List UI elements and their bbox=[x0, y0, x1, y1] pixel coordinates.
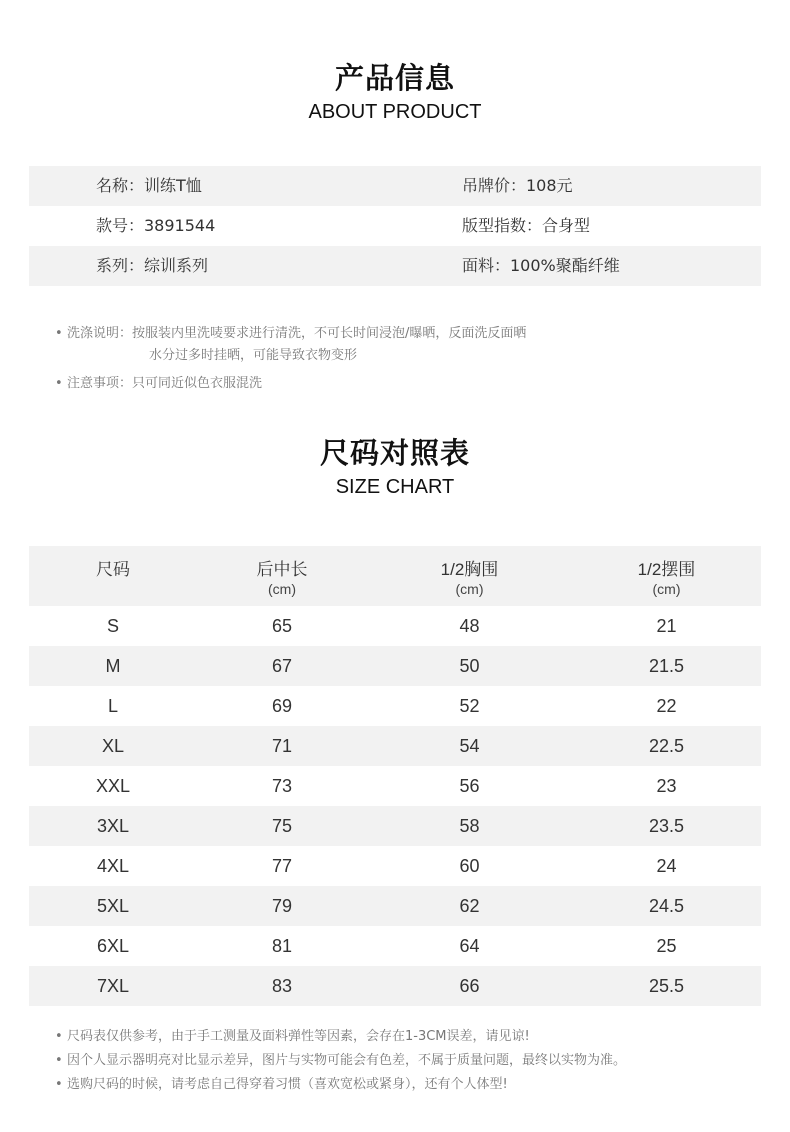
cell-half-hem: 23.5 bbox=[648, 815, 685, 836]
product-info-subtitle: ABOUT PRODUCT bbox=[308, 101, 482, 123]
table-row bbox=[29, 886, 761, 926]
wash-note bbox=[55, 323, 526, 367]
info-fit: 版型指数：合身型 bbox=[462, 216, 591, 235]
table-row bbox=[29, 686, 761, 726]
header-label: 1/2摆围 bbox=[637, 560, 696, 579]
cell-back-length: 67 bbox=[271, 655, 293, 676]
table-row bbox=[29, 766, 761, 806]
info-fabric: 面料：100%聚酯纤维 bbox=[462, 256, 620, 275]
header-size bbox=[29, 546, 197, 606]
header-label: 尺码 bbox=[96, 560, 130, 579]
cell-half-chest: 60 bbox=[459, 855, 480, 876]
cell-half-hem: 24.5 bbox=[648, 895, 685, 916]
header-half-chest bbox=[367, 546, 572, 606]
cell-half-hem: 22.5 bbox=[648, 735, 685, 756]
cell-half-hem: 23 bbox=[656, 775, 677, 796]
cell-half-chest: 66 bbox=[459, 975, 480, 996]
header-back-length bbox=[197, 546, 367, 606]
cell-half-chest: 64 bbox=[459, 935, 480, 956]
cell-size: 5XL bbox=[96, 895, 130, 916]
cell-half-hem: 24 bbox=[656, 855, 677, 876]
cell-half-chest: 62 bbox=[459, 895, 480, 916]
info-row bbox=[29, 166, 761, 206]
size-note-color: • 因个人显示器明亮对比显示差异，图片与实物可能会有色差，不属于质量问题，最终以实物为准。 bbox=[55, 1050, 626, 1072]
cell-back-length: 73 bbox=[271, 775, 293, 796]
attention-text: 只可同近似色衣服混洗 bbox=[132, 376, 263, 391]
header-unit: (cm) bbox=[455, 581, 484, 597]
cell-back-length: 83 bbox=[271, 975, 293, 996]
table-row bbox=[29, 606, 761, 646]
cell-size: S bbox=[106, 615, 119, 636]
size-note-tolerance: • 尺码表仅供参考，由于手工测量及面料弹性等因素，会存在1-3CM误差，请见谅! bbox=[55, 1026, 626, 1048]
header-label: 后中长 bbox=[256, 560, 308, 579]
cell-back-length: 81 bbox=[271, 935, 293, 956]
cell-size: XXL bbox=[95, 775, 131, 796]
info-style-number: 款号：3891544 bbox=[96, 216, 216, 235]
table-row bbox=[29, 646, 761, 686]
info-price: 吊牌价：108元 bbox=[462, 176, 573, 195]
size-chart-subtitle: SIZE CHART bbox=[335, 476, 455, 498]
cell-half-hem: 25.5 bbox=[648, 975, 685, 996]
product-info-table bbox=[29, 166, 761, 286]
care-notes bbox=[55, 323, 526, 395]
header-unit: (cm) bbox=[652, 581, 681, 597]
cell-half-hem: 22 bbox=[656, 695, 677, 716]
cell-half-chest: 50 bbox=[459, 655, 480, 676]
cell-half-chest: 52 bbox=[459, 695, 480, 716]
cell-half-chest: 54 bbox=[459, 735, 480, 756]
size-chart-title: 尺码对照表 bbox=[319, 436, 470, 470]
cell-half-hem: 21 bbox=[656, 615, 677, 636]
size-chart-table bbox=[29, 546, 761, 1006]
cell-size: 6XL bbox=[96, 935, 130, 956]
attention-label: 注意事项： bbox=[67, 376, 133, 391]
wash-label: 洗涤说明： bbox=[67, 326, 133, 341]
cell-back-length: 79 bbox=[271, 895, 293, 916]
size-chart-header bbox=[29, 546, 761, 606]
header-unit: (cm) bbox=[268, 581, 296, 597]
cell-half-chest: 56 bbox=[459, 775, 480, 796]
table-row bbox=[29, 726, 761, 766]
cell-size: XL bbox=[101, 735, 125, 756]
cell-half-hem: 21.5 bbox=[648, 655, 685, 676]
table-row bbox=[29, 806, 761, 846]
cell-back-length: 69 bbox=[271, 695, 293, 716]
info-series: 系列：综训系列 bbox=[96, 256, 209, 275]
size-notes bbox=[55, 1026, 626, 1096]
cell-back-length: 75 bbox=[271, 815, 293, 836]
wash-line2: 水分过多时挂晒，可能导致衣物变形 bbox=[149, 348, 358, 363]
cell-size: 7XL bbox=[96, 975, 130, 996]
wash-line1: 按服装内里洗唛要求进行清洗，不可长时间浸泡/曝晒，反面洗反面晒 bbox=[132, 326, 527, 341]
header-label: 1/2胸围 bbox=[440, 560, 499, 579]
info-name: 名称：训练T恤 bbox=[96, 176, 202, 195]
cell-half-chest: 48 bbox=[459, 615, 480, 636]
cell-back-length: 71 bbox=[271, 735, 293, 756]
size-note-fit: • 选购尺码的时候，请考虑自己得穿着习惯（喜欢宽松或紧身），还有个人体型! bbox=[55, 1074, 626, 1096]
info-row bbox=[29, 206, 761, 246]
table-row bbox=[29, 966, 761, 1006]
header-half-hem bbox=[572, 546, 761, 606]
cell-half-chest: 58 bbox=[459, 815, 480, 836]
product-info-title: 产品信息 bbox=[334, 61, 455, 95]
cell-size: M bbox=[105, 655, 121, 676]
attention-note bbox=[55, 373, 526, 395]
table-row bbox=[29, 846, 761, 886]
cell-half-hem: 25 bbox=[656, 935, 677, 956]
cell-back-length: 77 bbox=[271, 855, 293, 876]
info-row bbox=[29, 246, 761, 286]
table-row bbox=[29, 926, 761, 966]
cell-size: 4XL bbox=[96, 855, 130, 876]
cell-size: L bbox=[107, 695, 118, 716]
cell-size: 3XL bbox=[96, 815, 130, 836]
cell-back-length: 65 bbox=[271, 615, 293, 636]
